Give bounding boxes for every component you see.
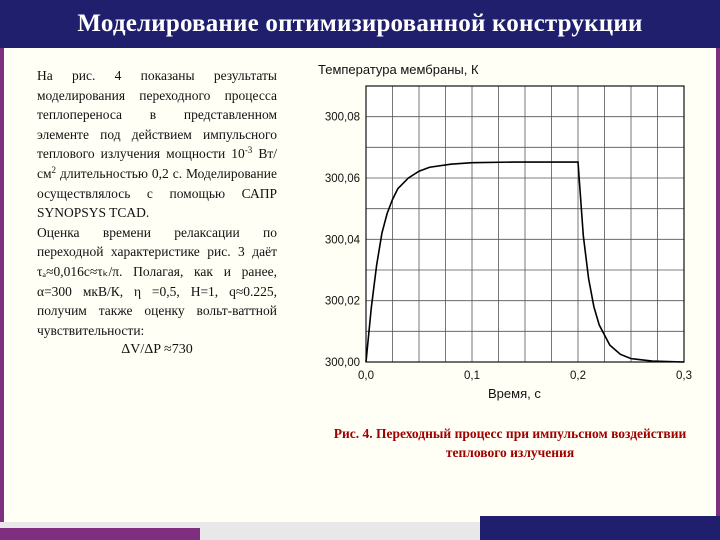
power-exponent: -3 [244,145,253,156]
body-text [37,66,277,360]
slide-title: Моделирование оптимизированной конструкции [77,10,643,37]
x-tick-label: 0,2 [570,370,586,382]
y-axis-title: Температура мембраны, К [318,62,479,77]
paragraph-2: Оценка времени релаксации по переходной характеристике рис. 3 даёт τₐ≈0,016с≈τₖ/π. Полагая, как и ранее, α=300 мкВ/К, η =0,5, H=1, q≈0.225, получим также оценку вольт-ваттной чувствительности: [37,224,277,338]
y-tick-label: 300,08 [324,111,360,124]
bottom-accent-left [0,528,200,540]
y-tick-label: 300,04 [324,234,360,247]
paragraph-1-part-b: Вт/см [37,146,278,181]
x-tick-label: 0,1 [464,370,480,382]
paragraph-1-part-a: На рис. 4 показаны результаты моделирования переходного процесса теплопереноса в представленном элементе под действием импульсного теплового излучения мощности 10 [37,68,277,162]
left-border [0,48,4,522]
right-border [716,48,720,522]
sensitivity-formula: ΔV/ΔP ≈730 [121,342,193,358]
x-axis-title: Время, с [488,386,541,401]
title-bar [0,0,720,48]
paragraph-1 [37,66,277,223]
y-tick-label: 300,00 [324,357,360,369]
area-exponent: 2 [51,164,57,175]
paragraph-1-part-c: длительностью 0,2 с. Моделирование осуществлялось с помощью САПР SYNOPSYS TCAD. [37,165,277,221]
chart [308,58,700,408]
y-tick-label: 300,06 [324,173,360,185]
bottom-accent-right [480,516,720,540]
chart-svg [308,58,700,408]
y-tick-label: 300,02 [324,295,360,308]
x-tick-label: 0,3 [676,370,692,382]
x-tick-label: 0,0 [358,370,374,382]
figure-caption: Рис. 4. Переходный процесс при импульсном воздействии теплового излучения [333,426,687,460]
